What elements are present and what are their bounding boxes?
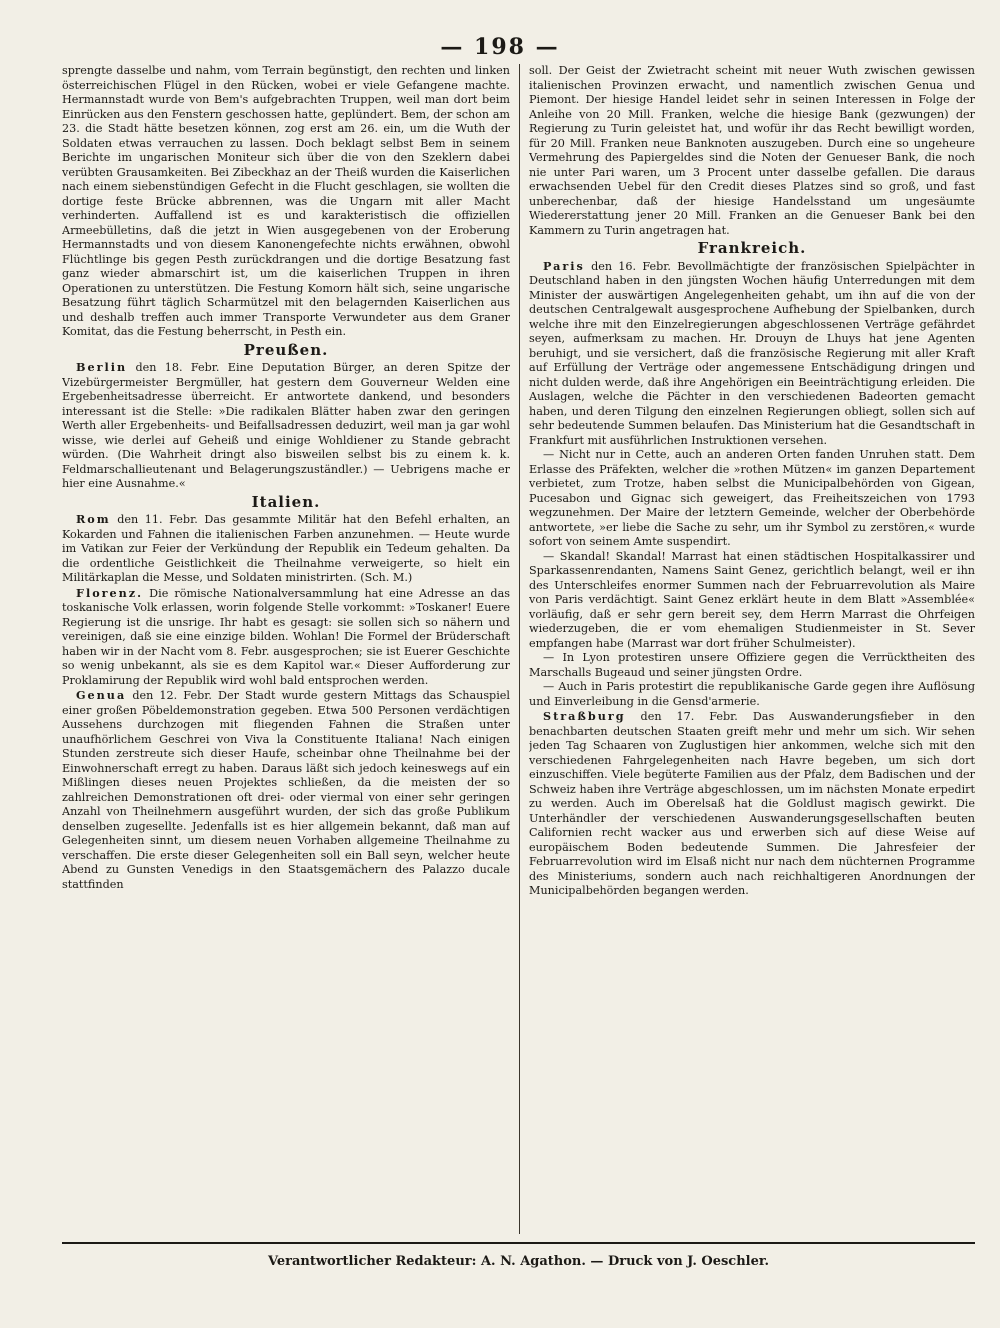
page-number: — 198 — [440,34,560,60]
column-divider [519,64,520,1234]
article-paris-text: den 16. Febr. Bevollmächtigte der französischen Spielpächter in Deutschland haben in den jüngsten Wochen häufig Unterredungen mit dem Minister der auswärtigen Angelegenheiten gehabt, um ihn auf die von der deutschen Centralgewalt ausgesprochene Aufhebung der Spielbanken, durch welche ihre mit den Einzelregierungen abgeschlossenen Verträge gefährdet seyen, aufmerksam zu machen. Hr. Drouyn de Lhuys hat jene Agenten beruhigt, und sie versichert, daß die französische Regierung mit aller Kraft auf Erfüllung der Verträge oder angemessene Entschädigung dringen und nicht dulden werde, daß ihre Angehörigen ein Beeinträchtigung erleiden. Die Auslagen, welche die Pächter in den verschiedenen Badeorten gemacht haben, und deren Tilgung den einzelnen Regierungen obliegt, sollen sich auf sehr bedeutende Summen belaufen. Das Ministerium hat die Gesandtschaft in Frankfurt mit ausführlichen Instruktionen versehen. [529,259,975,447]
dateline-paris: Paris [543,258,585,273]
article-cette: — Nicht nur in Cette, auch an anderen Orten fanden Unruhen statt. Dem Erlasse des Präfekten, welcher die »rothen Mützen« im ganzen Departement verbietet, zum Trotze, haben selbst die Municipalbehörden von Gigean, Pucesabon und Gignac sich geweigert, das Freiheitszeichen von 1793 wegzunehmen. Der Maire der letztern Gemeinde, welcher der Oberbehörde antwortete, »er liebe die Sache zu sehr, um ihr Symbol zu zerstören,« wurde sofort von seinem Amte suspendirt. [529,448,975,548]
dateline-rom: Rom [76,512,111,526]
article-berlin-text: den 18. Febr. Eine Deputation Bürger, an deren Spitze der Vizebürgermeister Bergmüller, hat gestern dem Gouverneur Welden eine Ergebenheitsadresse überreicht. Er antwortete dankend, und besonders interessant ist die Stelle: »Die radikalen Blätter haben zwar den geringen Werth aller Ergebenheits- und Beifallsadressen deduzirt, weil man ja gar wohl wisse, wie derlei auf Geheiß und einige Wohldiener zu Stande gebracht würden. (Die Wahrheit dringt also bisweilen selbst bis zu einem k. k. Feldmarschallieutenant und Belagerungszuständler.) — Uebrigens mache er hier eine Ausnahme.« [62,361,510,490]
dateline-genua: Genua [76,688,127,702]
article-strassburg-text: den 17. Febr. Das Auswanderungsfieber in den benachbarten deutschen Staaten greift mehr und mehr um sich. Wir sehen jeden Tag Schaaren von Zuglustigen hier ankommen, welche sich mit den verschiedenen Fahrgelegenheiten nach Havre begeben, um sich dort einzuschiffen. Viele begüterte Familien aus der Pfalz, dem Badischen und der Schweiz haben ihre Verträge abgeschlossen, um im nächsten Monate erpedirt zu werden. Auch im Oberelsaß hat die Goldlust magisch gewirkt. Die Unterhändler der verschiedenen Auswanderungsgesellschaften beuten Californien recht wacker aus und erwerben sich auf diese Weise auf europäischem Boden bedeutende Summen. Die Jahresfeier der Februarrevolution wird im Elsaß nicht nur nach dem nüchternen Programme des Ministeriums, sondern auch nach reichhaltigeren Anordnungen der Municipalbehörden begangen werden. [529,710,975,897]
article-rom-text: den 11. Febr. Das gesammte Militär hat den Befehl erhalten, an Kokarden und Fahnen die italienischen Farben anzunehmen. — Heute wurde im Vatikan zur Feier der Verkündung der Republik ein Tedeum gehalten. Da die ordentliche Geistlichkeit die Theilnahme verweigerte, so hielt ein Militärkaplan die Messe, und Soldaten ministrirten. (Sch. M.) [62,513,510,584]
footer-rule [62,1242,975,1244]
section-heading-frankreich: Frankreich. [697,239,807,257]
left-column [62,64,510,1234]
dateline-strassburg: Straßburg [543,709,626,723]
right-column [529,64,975,1234]
article-paris [529,259,975,449]
article-berlin [62,360,510,492]
section-heading-preussen: Preußen. [243,340,329,359]
article-lyon: — In Lyon protestiren unsere Offiziere gegen die Verrücktheiten des Marschalls Bugeaud und seiner jüngsten Ordre. [529,651,975,679]
article-rom [62,512,510,586]
article-genua-text: den 12. Febr. Der Stadt wurde gestern Mittags das Schauspiel einer großen Pöbeldemonstration gegeben. Etwa 500 Personen verdächtigen Aussehens durchzogen mit fliegenden Fahnen die Straßen unter unaufhörlichem Geschrei von Viva la Constituente Italiana! Nach einigen Stunden zerstreute sich dieser Haufe, scheinbar ohne Theilnahme bei der Einwohnerschaft erregt zu haben. Daraus läßt sich jedoch keineswegs auf ein Mißlingen dieses neuen Projektes schließen, da die meisten der so zahlreichen Demonstrationen oft drei- oder viermal von einer sehr geringen Anzahl von Theilnehmern ausgeführt wurden, der sich das große Publikum denselben zugesellte. Jedenfalls ist es hier allgemein bekannt, daß man auf Gelegenheiten sinnt, um diesem neuen Vorhaben allgemeine Theilnahme zu verschaffen. Die erste dieser Gelegenheiten soll ein Ball seyn, welcher heute Abend zu Gunsten Venedigs in den Staatsgemächern des Palazzo ducale stattfinden [62,689,510,891]
article-genua-continued: soll. Der Geist der Zwietracht scheint mit neuer Wuth zwischen gewissen italienischen Provinzen erwacht, und namentlich zwischen Genua und Piemont. Der hiesige Handel leidet sehr in seinen Interessen in Folge der Anleihe von 20 Mill. Franken, welche die hiesige Bank (gezwungen) der Regierung zu Turin geleistet hat, und wofür ihr das Recht bewilligt worden, für 20 Mill. Franken neue Banknoten auszugeben. Durch eine so ungeheure Vermehrung des Papiergeldes sind die Noten der Genueser Bank, die noch nie unter Pari waren, um 3 Procent unter dasselbe gefallen. Die daraus erwachsenden Uebel für den Credit dieses Platzes sind so groß, und fast unberechenbar, daß der hiesige Handelsstand um ungesäumte Wiedererstattung jener 20 Mill. Franken an die Genueser Bank bei den Kammern zu Turin angetragen hat. [529,64,975,237]
article-skandal: — Skandal! Skandal! Marrast hat einen städtischen Hospitalkassirer und Sparkassenrendanten, Namens Saint Genez, gerichtlich belangt, weil er ihn des Unterschleifes enormer Summen nach der Februarrevolution als Maire von Paris verdächtigt. Saint Genez erklärt heute in dem Blatt »Assemblée« vorläufig, daß er sehr gern bereit sey, dem Herrn Marrast die Ohrfeigen wiederzugeben, die er vom ehemaligen Studienmeister in St. Sever empfangen habe (Marrast war dort früher Schulmeister). [529,549,975,650]
dateline-florenz: Florenz. [76,585,144,600]
article-hungary-continued: sprengte dasselbe und nahm, vom Terrain begünstigt, den rechten und linken österreichischen Flügel in den Rücken, wobei er viele Gefangene machte. Hermannstadt wurde von Bem's aufgebrachten Truppen, weil man dort beim Einrücken aus den Fenstern geschossen hatte, geplündert. Bem, der schon am 23. die Stadt hätte besetzen können, zog erst am 26. ein, um die Wuth der Soldaten etwas verrauchen zu lassen. Doch beklagt selbst Bem in seinem Berichte im ungarischen Moniteur sich über die von den Szeklern dabei verübten Grausamkeiten. Bei Zibeckhaz an der Theiß wurden die Kaiserlichen nach einem siebenstündigen Gefecht in die Flucht geschlagen, sie wollten die dortige feste Brücke abbrennen, was die Ungarn mit aller Macht verhinderten. Auffallend ist es und karakteristisch die offiziellen Armeebülletins, daß die jetzt in Wien ausgegebenen von der Eroberung Hermannstadts und von diesem Kanonengefechte nichts erwähnen, obwohl Flüchtlinge bis gegen Pesth zurückdrangen und die dortige Besatzung fast ganz wieder abmarschirt ist, um die kaiserlichen Truppen in ihren Operationen zu unterstützen. Die Festung Komorn hält sich, seine ungarische Besatzung führt täglich Scharmützel mit den belagernden Kaiserlichen aus und deshalb treffen auch immer Transporte Verwundeter aus dem Graner Komitat, das die Festung beherrscht, in Pesth ein. [62,64,510,338]
imprint-footer: Verantwortlicher Redakteur: A. N. Agathon. — Druck von J. Oeschler. [267,1254,770,1269]
article-garde: — Auch in Paris protestirt die republikanische Garde gegen ihre Auflösung und Einverleibung in die Gensd'armerie. [529,680,975,708]
article-strassburg [529,709,975,899]
article-genua [62,688,510,892]
article-florenz-text: Die römische Nationalversammlung hat eine Adresse an das toskanische Volk erlassen, worin folgende Stelle vorkommt: »Toskaner! Euere Regierung ist die unsrige. Ihr habt es gesagt: sie sollen sich so nähern und vereinigen, daß sie eine einzige bilden. Wohlan! Die Formel der Brüderschaft haben wir in der Nacht vom 8. Febr. ausgesprochen; sie ist Euerer Geschichte so wenig unbekannt, als sie es dem Kapitol war.« Dieser Aufforderung zur Proklamirung der Republik wird wohl bald entsprochen werden. [62,586,510,687]
dateline-berlin: Berlin [76,360,128,374]
article-florenz [62,586,510,689]
section-heading-italien: Italien. [251,492,321,511]
